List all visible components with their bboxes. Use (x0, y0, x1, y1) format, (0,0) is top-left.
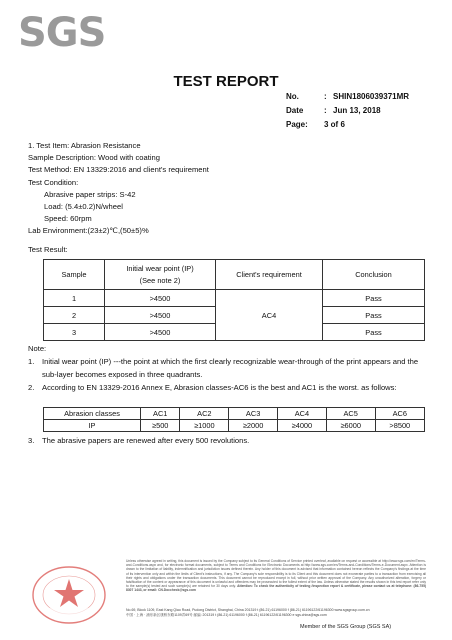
meta-page (286, 118, 409, 132)
lab-environment: Lab Environment:(23±2)℃,(50±5)% (28, 226, 149, 236)
result-header-row (44, 260, 425, 290)
sample-description: Sample Description: Wood with coating (28, 153, 160, 163)
header-ip (105, 260, 216, 290)
meta-date (286, 104, 409, 118)
note-2 (28, 381, 428, 394)
note-1-text: Initial wear point (IP) ---the point at which the first clearly recognizable wear-through of the print appears and the sub-layer becomes exposed in three quadrants. (42, 357, 419, 379)
meta-date-value: Jun 13, 2018 (333, 106, 381, 115)
address-block (126, 608, 426, 617)
company-seal (30, 565, 108, 625)
ip-row (44, 420, 425, 432)
meta-number-value: SHIN1806039371MR (333, 92, 410, 101)
class-cell: AC2 (180, 408, 229, 420)
cell-conclusion: Pass (323, 290, 425, 307)
note-1 (28, 355, 428, 381)
meta-date-key: Date (286, 106, 304, 115)
class-cell: AC5 (326, 408, 375, 420)
meta-page-key: Page: (286, 120, 308, 129)
meta-number-key: No. (286, 92, 299, 101)
header-conclusion: Conclusion (323, 260, 425, 290)
cell-conclusion: Pass (323, 324, 425, 341)
class-row (44, 408, 425, 420)
report-meta (286, 90, 409, 132)
table-row (44, 290, 425, 307)
notes (28, 342, 428, 394)
page-title: TEST REPORT (173, 73, 279, 90)
cell-ip: >4500 (105, 307, 216, 324)
terms-text: Unless otherwise agreed in writing, this document is issued by the Company subject to its General Conditions of Service printed overleaf, available on request or accessible at http://www.sgs.com/en/Terms-and-Conditions.aspx and, for electronic format documents, subject to Terms and Conditions for Electronic Documents at http://www.sgs.com/en/Terms-and-Conditions/Terms-e-Document.aspx. Attention is drawn to the limitation of liability, indemnification and jurisdiction issues defined therein. Any holder of this document is advised that information contained hereon reflects the Company's findings at the time of its intervention only and within the limits of Client's instructions, if any. The Company's sole responsibility is to its Client and this document does not exonerate parties to a transaction from exercising all their rights and obligations under the transaction documents. This document cannot be reproduced except in full, without prior written approval of the Company. Any unauthorized alteration, forgery or falsification of the content or appearance of this document is unlawful and offenders may be prosecuted to the fullest extent of the law. Unless otherwise stated the results shown in this test report refer only to the sample(s) tested and such sample(s) are retained for 30 days only. (126, 559, 426, 589)
header-sample: Sample (44, 260, 105, 290)
ip-cell: >8500 (375, 420, 424, 432)
class-cell: Abrasion classes (44, 408, 141, 420)
cell-ip: >4500 (105, 324, 216, 341)
class-cell: AC6 (375, 408, 424, 420)
cell-sample: 3 (44, 324, 105, 341)
ip-cell: ≥1000 (180, 420, 229, 432)
note-2-number: 2. (28, 383, 35, 392)
cell-sample: 2 (44, 307, 105, 324)
note-3-number: 3. (28, 436, 35, 445)
header-ip-line1: Initial wear point (IP) (126, 264, 194, 273)
class-cell: AC3 (229, 408, 278, 420)
test-condition-label: Test Condition: (28, 177, 79, 187)
member-statement: Member of the SGS Group (SGS SA) (300, 624, 392, 630)
condition-load: Load: (5.4±0.2)N/wheel (44, 202, 123, 212)
address-cn: 中国 · 上海 · 浦东新区康桥东路1109弄69号 邮编: 201319 t (86-21) 61196000 f (86-21) 61196122/61196300 e sgs.china@sgs.com (126, 612, 327, 617)
test-item: 1. Test Item: Abrasion Resistance (28, 141, 141, 150)
note-2-text: According to EN 13329-2016 Annex E, Abrasion classes-AC6 is the best and AC1 is the worst. as follows: (42, 383, 397, 392)
cell-requirement: AC4 (216, 290, 323, 341)
condition-abrasive: Abrasive paper strips: S-42 (44, 189, 136, 199)
ip-cell: ≥500 (141, 420, 180, 432)
ip-cell: ≥6000 (326, 420, 375, 432)
meta-number (286, 90, 409, 104)
class-cell: AC1 (141, 408, 180, 420)
sgs-logo: SGS (18, 10, 106, 56)
terms-fine-print (126, 559, 426, 593)
meta-date-sep: : (324, 106, 327, 115)
condition-speed: Speed: 60rpm (44, 214, 92, 224)
test-description (28, 140, 428, 256)
result-table (43, 259, 425, 341)
meta-page-value: 3 of 6 (324, 120, 345, 129)
cell-ip: >4500 (105, 290, 216, 307)
note-3 (28, 436, 428, 445)
abrasion-class-table (43, 407, 425, 432)
test-result-label: Test Result: (28, 244, 68, 254)
ip-cell: ≥2000 (229, 420, 278, 432)
test-method: Test Method: EN 13329:2016 and client's requirement (28, 165, 209, 175)
class-cell: AC4 (278, 408, 327, 420)
authenticity-notice: Attention: To check the authenticity of testing /inspection report & certificate, please contact us at telephone: (86-755) 8307 1443, or email: CN.Doccheck@sgs.com (126, 584, 427, 593)
header-requirement: Client's requirement (216, 260, 323, 290)
cell-conclusion: Pass (323, 307, 425, 324)
note-1-number: 1. (28, 357, 35, 366)
ip-cell: ≥4000 (278, 420, 327, 432)
notes-label: Note: (28, 344, 47, 353)
cell-sample: 1 (44, 290, 105, 307)
meta-number-sep: : (324, 92, 327, 101)
header-ip-line2: (See note 2) (139, 276, 181, 285)
address-en: No.69, Block 1109, East Kang Qiao Road, Pudong District, Shanghai, China 201319 t (86-21) 61196000 f (86-21) 61196122/61196300 www.sgsgroup.com.cn (126, 608, 370, 612)
ip-cell: IP (44, 420, 141, 432)
note-3-text: The abrasive papers are renewed after every 500 revolutions. (42, 436, 250, 445)
